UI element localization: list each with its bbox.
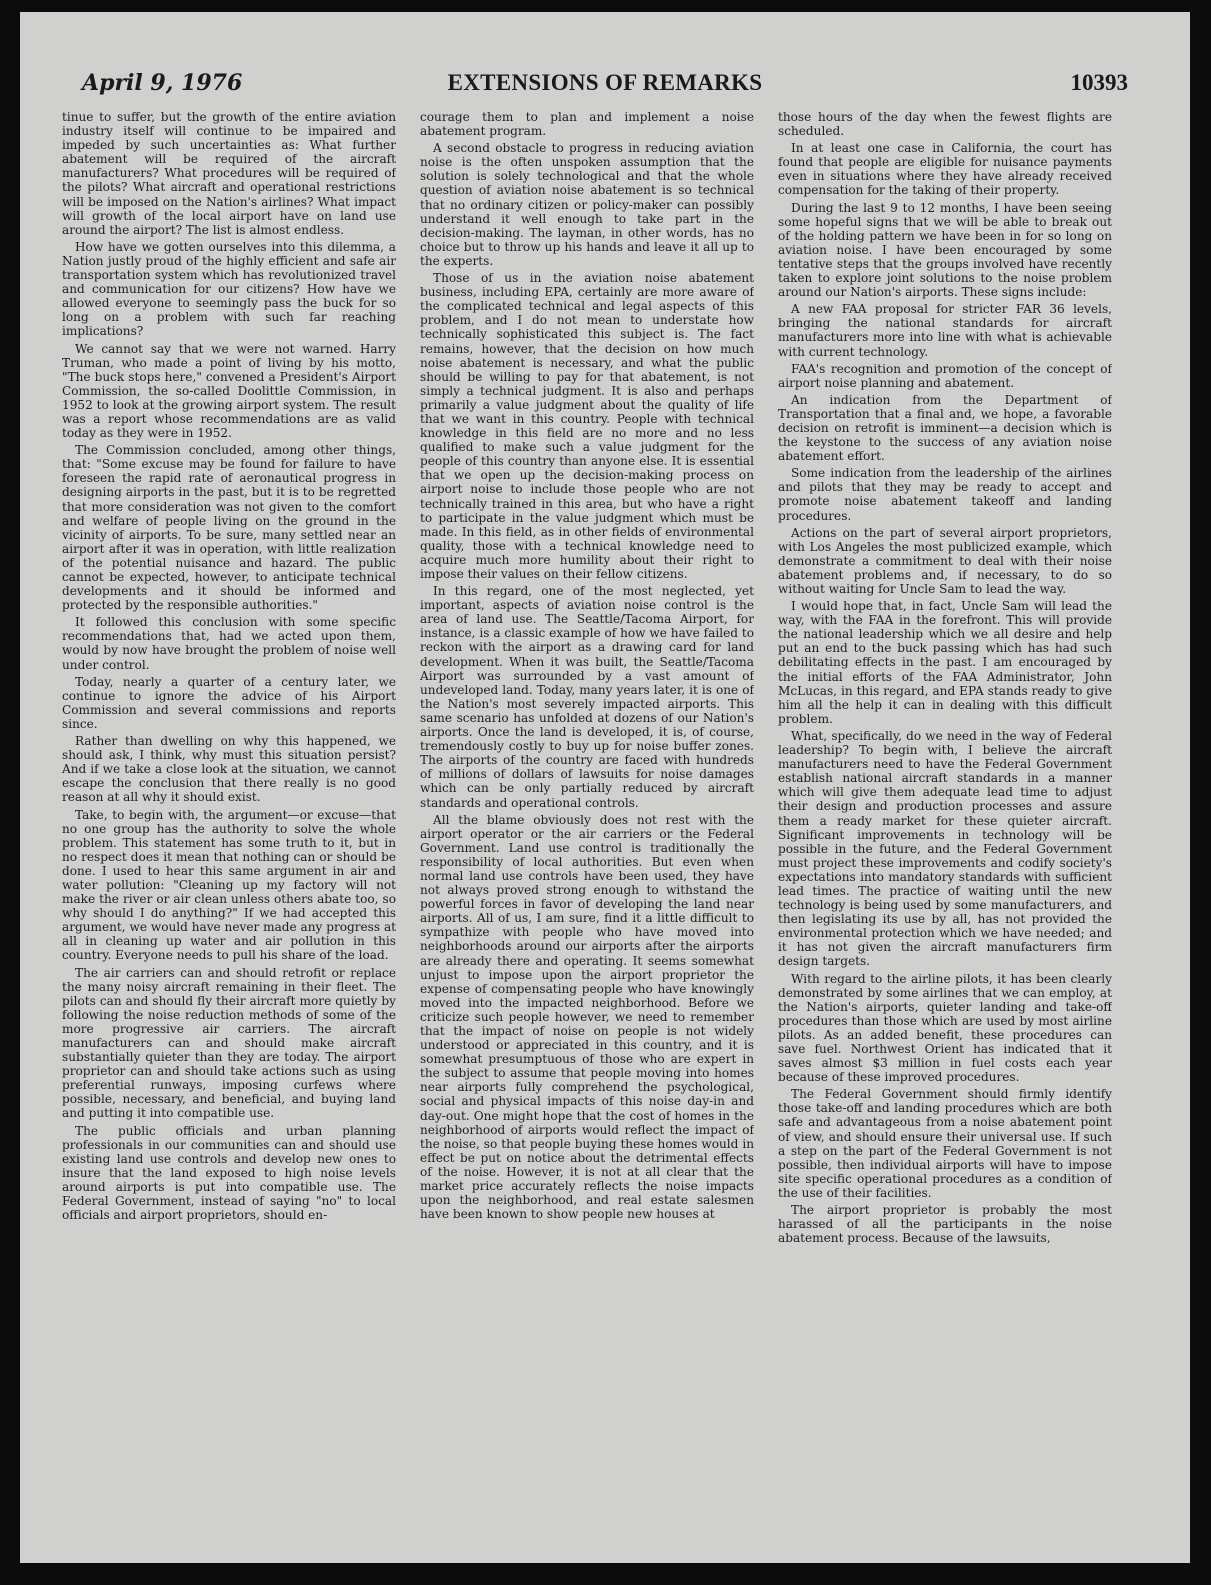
- paragraph: Rather than dwelling on why this happened, we should ask, I think, why must this situation persist? And if we take a close look at the situation, we cannot escape the conclusion that there really is no good reason at all why it should exist.: [62, 734, 396, 805]
- paragraph: In this regard, one of the most neglected, yet important, aspects of aviation noise control is the area of land use. The Seattle/Tacoma Airport, for instance, is a classic example of how we have failed to reckon with the airport as a drawing card for land development. When it was built, the Seattle/Tacoma Airport was surrounded by a vast amount of undeveloped land. Today, many years later, it is one of the Nation's most severely impacted airports. This same scenario has unfolded at dozens of our Nation's airports. Once the land is developed, it is, of course, tremendously costly to buy up for noise buffer zones. The airports of the country are faced with hundreds of millions of dollars of lawsuits for noise damages which can be only partially reduced by aircraft standards and operational controls.: [420, 584, 754, 810]
- page-header: [82, 70, 1128, 110]
- text-column-1: [62, 110, 396, 1450]
- text-column-2: [420, 110, 754, 1450]
- paragraph: All the blame obviously does not rest with the airport operator or the air carriers or the Federal Government. Land use control is traditionally the responsibility of local authorities. But even when normal land use controls have been used, they have not always proved strong enough to withstand the powerful forces in favor of developing the land near airports. All of us, I am sure, find it a little difficult to sympathize with people who have moved into neighborhoods around our airports after the airports are already there and operating. It seems somewhat unjust to impose upon the airport proprietor the expense of compensating people who have knowingly moved into the impacted neighborhood. Before we criticize such people however, we need to remember that the impact of noise on people is not widely understood or appreciated in this country, and it is somewhat presumptuous of those who are expert in the subject to assume that people moving into homes near airports fully comprehend the psychological, social and physical impacts of this noise day-in and day-out. One might hope that the cost of homes in the neighborhood of airports would reflect the impact of the noise, so that people buying these homes would in effect be put on notice about the detrimental effects of the noise. However, it is not at all clear that the market price accurately reflects the noise impacts upon the neighborhood, and real estate salesmen have been known to show people new houses at: [420, 812, 754, 1222]
- paragraph: With regard to the airline pilots, it has been clearly demonstrated by some airlines that we can employ, at the Nation's airports, quieter landing and take-off procedures than those which are used by most airline pilots. As an added benefit, these procedures can save fuel. Northwest Orient has indicated that it saves almost $3 million in fuel costs each year because of these improved procedures.: [778, 971, 1112, 1085]
- paragraph: What, specifically, do we need in the way of Federal leadership? To begin with, I believe the aircraft manufacturers need to have the Federal Government establish national aircraft standards in a manner which will give them adequate lead time to adjust their design and production processes and assure them a ready market for these quieter aircraft. Significant improvements in technology will be possible in the future, and the Federal Government must project these improvements and codify society's expectations into mandatory standards with sufficient lead times. The practice of waiting until the new technology is being used by some manufacturers, and then legislating its use by all, has not provided the environmental protection which we have needed; and it has not given the aircraft manufacturers firm design targets.: [778, 728, 1112, 969]
- list-item: Some indication from the leadership of the airlines and pilots that they may be ready to accept and promote noise abatement takeoff and landing procedures.: [778, 466, 1112, 523]
- paragraph: The air carriers can and should retrofit or replace the many noisy aircraft remaining in their fleet. The pilots can and should fly their aircraft more quietly by following the noise reduction methods of some of the more progressive air carriers. The aircraft manufacturers can and should make aircraft substantially quieter than they are today. The airport proprietor can and should take actions such as using preferential runways, imposing curfews where possible, necessary, and beneficial, and buying land and putting it into compatible use.: [62, 965, 396, 1121]
- header-title: EXTENSIONS OF REMARKS: [447, 70, 763, 95]
- header-page-number: 10393: [1070, 70, 1128, 95]
- paragraph: The Federal Government should firmly identify those take-off and landing procedures which are both safe and advantageous from a noise abatement point of view, and should ensure their universal use. If such a step on the part of the Federal Government is not possible, then individual airports will have to impose site specific operational procedures as a condition of the use of their facilities.: [778, 1087, 1112, 1200]
- list-item: A new FAA proposal for stricter FAR 36 levels, bringing the national standards for aircraft manufacturers more into line with what is achievable with current technology.: [778, 302, 1112, 359]
- paragraph: tinue to suffer, but the growth of the entire aviation industry itself will continue to be impaired and impeded by such uncertainties as: What further abatement will be required of the aircraft manufacturers? What procedures will be required of the pilots? What aircraft and operational restrictions will be imposed on the Nation's airlines? What impact will growth of the local airport have on land use around the airport? The list is almost endless.: [62, 110, 396, 237]
- list-item: FAA's recognition and promotion of the concept of airport noise planning and abatement.: [778, 361, 1112, 390]
- paragraph: How have we gotten ourselves into this dilemma, a Nation justly proud of the highly efficient and safe air transportation system which has revolutionized travel and communication for our citizens? How have we allowed everyone to seemingly pass the buck for so long on a problem with such far reaching implications?: [62, 239, 396, 339]
- text-column-3: [778, 110, 1112, 1450]
- paragraph: those hours of the day when the fewest flights are scheduled.: [778, 110, 1112, 139]
- paragraph: The airport proprietor is probably the most harassed of all the participants in the noise abatement process. Because of the lawsuits,: [778, 1203, 1112, 1246]
- paragraph: The Commission concluded, among other things, that: "Some excuse may be found for failure to have foreseen the rapid rate of aeronautical progress in designing airports in the past, but it is to be regretted that more consideration was not given to the comfort and welfare of people living on the ground in the vicinity of airports. To be sure, many settled near an airport after it was in operation, with little realization of the potential nuisance and hazard. The public cannot be expected, however, to anticipate technical developments and it should be informed and protected by the responsible authorities.": [62, 443, 396, 613]
- paragraph: In at least one case in California, the court has found that people are eligible for nuisance payments even in situations where they have already received compensation for the taking of their property.: [778, 141, 1112, 198]
- paragraph: Take, to begin with, the argument—or excuse—that no one group has the authority to solve the whole problem. This statement has some truth to it, but in no respect does it mean that nothing can or should be done. I used to hear this same argument in air and water pollution: "Cleaning up my factory will not make the river or air clean unless others abate too, so why should I do anything?" If we had accepted this argument, we would have never made any progress at all in cleaning up water and air pollution in this country. Everyone needs to pull his share of the load.: [62, 807, 396, 963]
- paragraph: I would hope that, in fact, Uncle Sam will lead the way, with the FAA in the forefront. This will provide the national leadership which we all desire and help put an end to the buck passing which has had such debilitating effects in the past. I am encouraged by the initial efforts of the FAA Administrator, John McLucas, in this regard, and EPA stands ready to give him all the help it can in dealing with this difficult problem.: [778, 599, 1112, 726]
- paragraph: It followed this conclusion with some specific recommendations that, had we acted upon them, would by now have brought the problem of noise well under control.: [62, 615, 396, 672]
- paragraph: During the last 9 to 12 months, I have been seeing some hopeful signs that we will be able to break out of the holding pattern we have been in for so long on aviation noise. I have been encouraged by some tentative steps that the groups involved have recently taken to explore joint solutions to the noise problem around our Nation's airports. These signs include:: [778, 200, 1112, 300]
- paragraph: We cannot say that we were not warned. Harry Truman, who made a point of living by his motto, "The buck stops here," convened a President's Airport Commission, the so-called Doolittle Commission, in 1952 to look at the growing airport system. The result was a report whose recommendations are as valid today as they were in 1952.: [62, 341, 396, 441]
- list-item: An indication from the Department of Transportation that a final and, we hope, a favorable decision on retrofit is imminent—a decision which is the keystone to the success of any aviation noise abatement effort.: [778, 392, 1112, 464]
- paragraph: courage them to plan and implement a noise abatement program.: [420, 110, 754, 139]
- paragraph: Today, nearly a quarter of a century later, we continue to ignore the advice of his Airport Commission and several commissions and reports since.: [62, 674, 396, 731]
- paragraph: The public officials and urban planning professionals in our communities can and should use existing land use controls and develop new ones to insure that the land exposed to high noise levels around airports is put into compatible use. The Federal Government, instead of saying "no" to local officials and airport proprietors, should en-: [62, 1123, 396, 1223]
- paragraph: A second obstacle to progress in reducing aviation noise is the often unspoken assumption that the solution is solely technological and that the whole question of aviation noise abatement is so technical that no ordinary citizen or policy-maker can possibly understand it well enough to take part in the decision-making. The layman, in other words, has no choice but to throw up his hands and leave it all up to the experts.: [420, 141, 754, 268]
- header-date: April 9, 1976: [82, 70, 243, 96]
- paragraph: Those of us in the aviation noise abatement business, including EPA, certainly are more aware of the complicated technical and legal aspects of this problem, and I do not mean to understate how technically sophisticated this subject is. The fact remains, however, that the decision on how much noise abatement is necessary, and what the public should be willing to pay for that abatement, is not simply a technical judgment. It is also and perhaps primarily a value judgment about the quality of life that we want in this country. People with technical knowledge in this field are no more and no less qualified to make such a value judgment for the people of this country than anyone else. It is essential that we open up the decision-making process on airport noise to include those people who are not technically trained in this area, but who have a right to participate in the value judgment which must be made. In this field, as in other fields of environmental quality, those with a technical knowledge need to acquire much more humility about their right to impose their values on their fellow citizens.: [420, 271, 754, 581]
- list-item: Actions on the part of several airport proprietors, with Los Angeles the most publicized example, which demonstrate a commitment to deal with their noise abatement problems and, if necessary, to do so without waiting for Uncle Sam to lead the way.: [778, 525, 1112, 596]
